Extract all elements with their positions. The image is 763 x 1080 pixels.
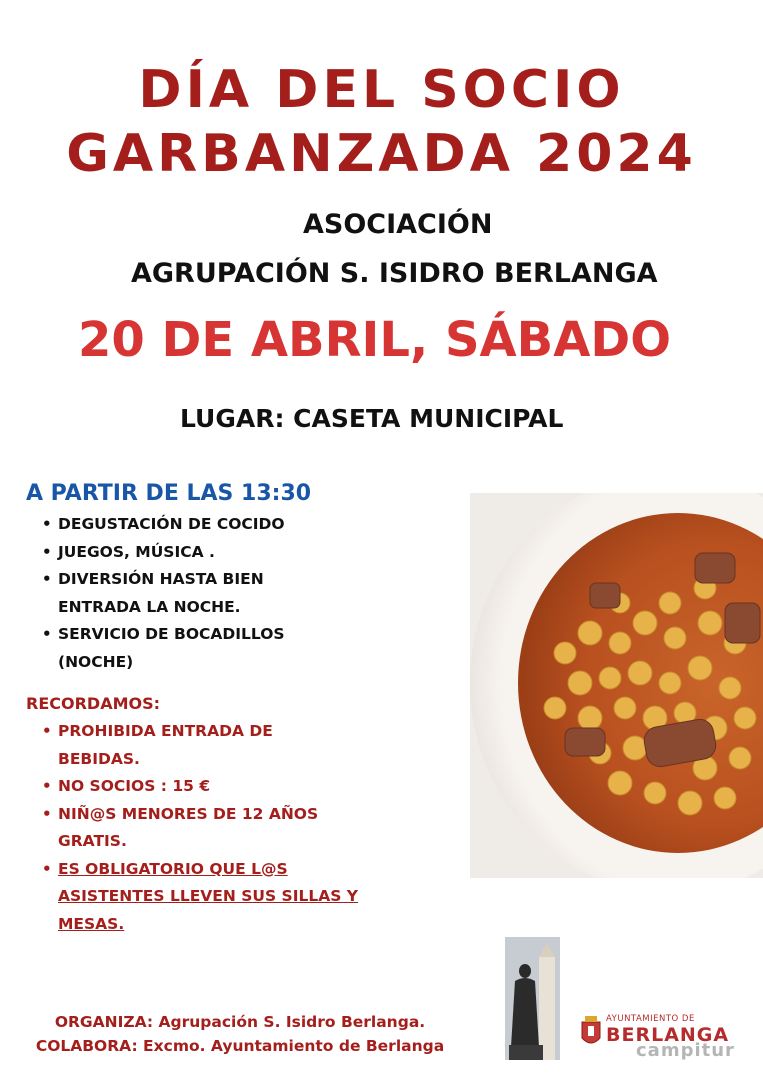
watermark: campitur — [636, 1040, 735, 1061]
reminders-list — [26, 718, 359, 938]
list-item — [26, 718, 298, 773]
list-item-text: PROHIBIDA ENTRADA DE BEBIDAS. — [58, 722, 273, 768]
organizer-line: ORGANIZA: Agrupación S. Isidro Berlanga. — [54, 1013, 426, 1031]
list-item — [26, 801, 348, 856]
list-item-text: NO SOCIOS : 15 € — [58, 777, 211, 795]
chickpea-stew-photo — [470, 493, 763, 878]
reminders-heading: RECORDAMOS: — [26, 694, 161, 713]
list-item — [26, 773, 356, 801]
title-line-1: DÍA DEL SOCIO — [138, 60, 625, 120]
logo-subtitle: AYUNTAMIENTO DE — [606, 1014, 695, 1024]
list-item: • DIVERSIÓN HASTA BIEN ENTRADA LA NOCHE. — [26, 566, 288, 621]
event-date: 20 DE ABRIL, SÁBADO — [78, 312, 672, 368]
association-name: AGRUPACIÓN S. ISIDRO BERLANGA — [131, 258, 658, 289]
schedule-heading: A PARTIR DE LAS 13:30 — [26, 481, 312, 506]
collaborator-line: COLABORA: Excmo. Ayuntamiento de Berlanga — [35, 1037, 445, 1055]
association-label: ASOCIACIÓN — [303, 209, 493, 240]
list-item: • SERVICIO DE BOCADILLOS (NOCHE) — [26, 621, 328, 676]
list-item: • JUEGOS, MÚSICA . — [26, 539, 326, 567]
event-place: LUGAR: CASETA MUNICIPAL — [180, 404, 564, 433]
activities-list — [26, 511, 326, 676]
list-item-text: NIÑ@S MENORES DE 12 AÑOS GRATIS. — [58, 804, 319, 850]
coat-of-arms-icon — [580, 1014, 602, 1050]
logo-title: BERLANGA — [606, 1024, 730, 1046]
title-line-2: GARBANZADA 2024 — [66, 124, 697, 184]
list-item-text: ES OBLIGATORIO QUE L@S ASISTENTES LLEVEN SUS SILLAS Y MESAS. — [58, 859, 359, 933]
list-item: • DEGUSTACIÓN DE COCIDO — [26, 511, 326, 539]
saint-statue-photo — [505, 937, 560, 1060]
list-item — [26, 856, 368, 939]
